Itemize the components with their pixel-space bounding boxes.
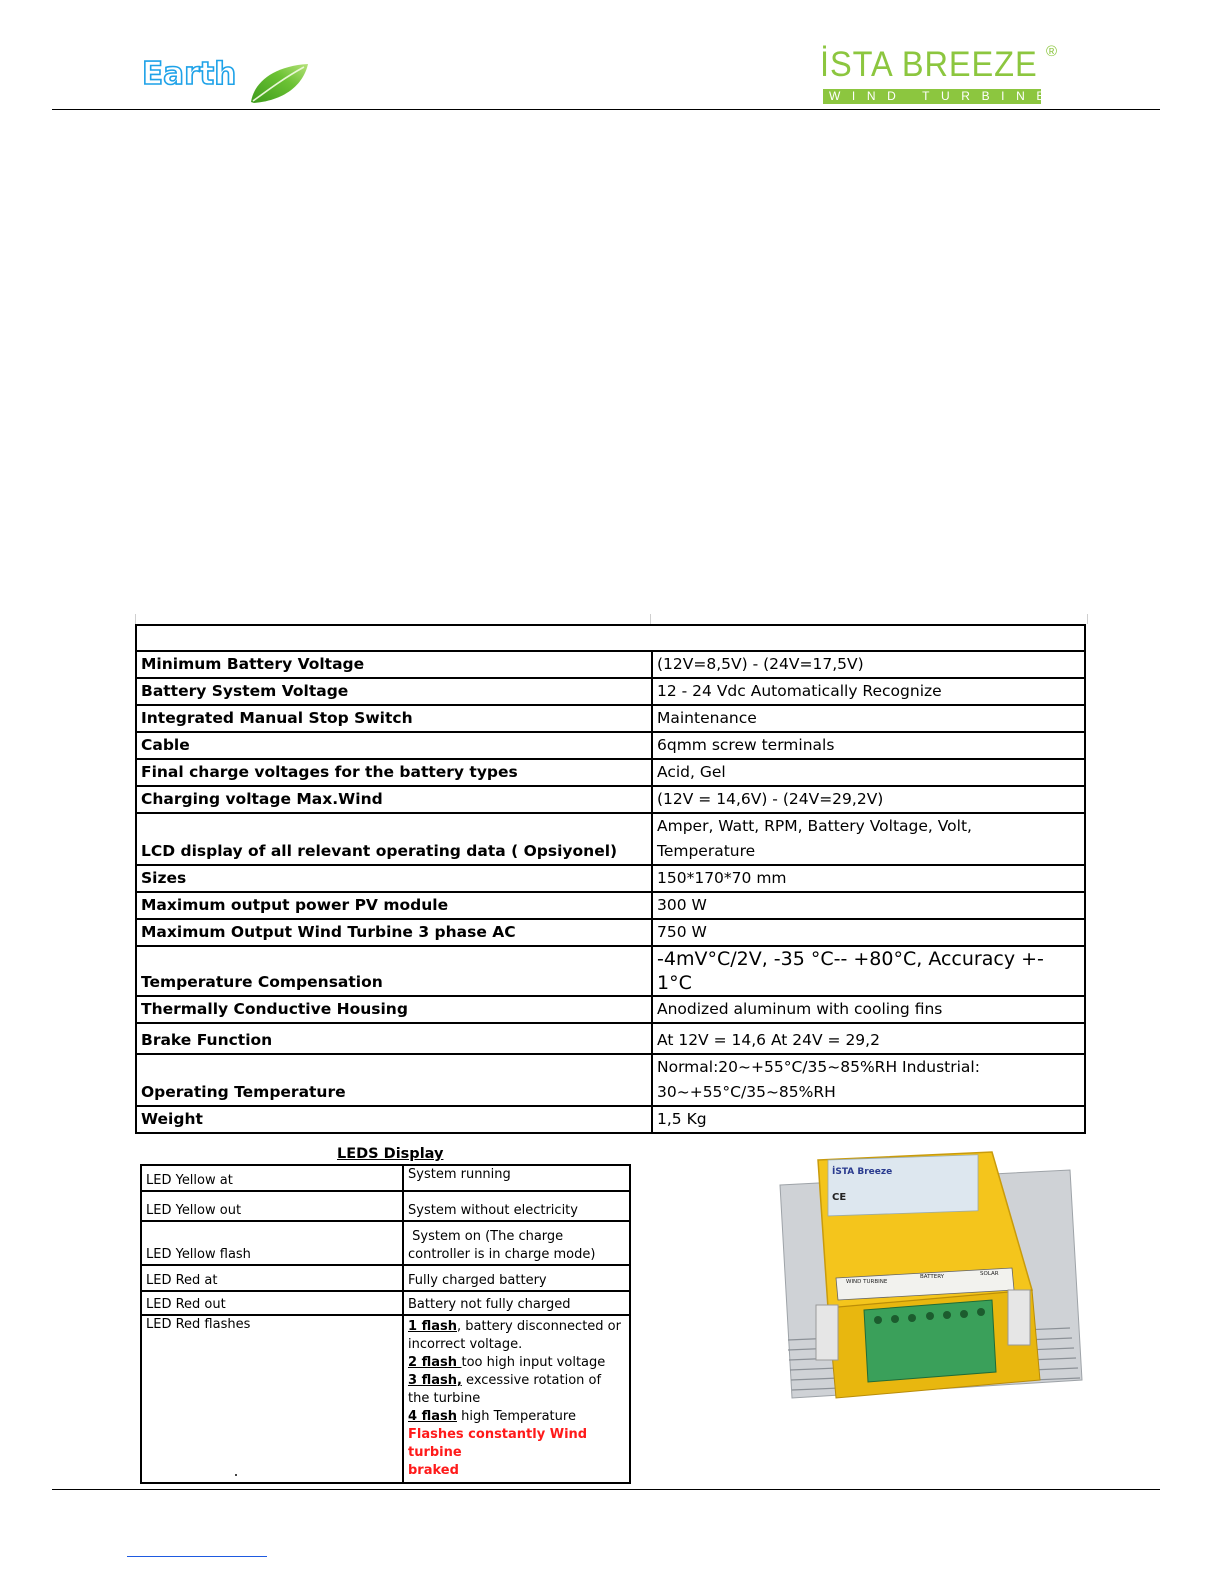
warning-text: braked [408, 1463, 459, 1478]
spec-value: Acid, Gel [652, 759, 1085, 786]
spec-value: (12V = 14,6V) - (24V=29,2V) [652, 786, 1085, 813]
table-row [141, 1165, 630, 1191]
spec-value: At 12V = 14,6 At 24V = 29,2 [652, 1023, 1085, 1054]
spec-label: Final charge voltages for the battery types [136, 759, 652, 786]
charge-controller-photo [770, 1140, 1090, 1415]
spec-label: Maximum output power PV module [136, 892, 652, 919]
spec-table-top-gridline [135, 614, 1088, 624]
table-row [141, 1265, 630, 1291]
spec-value-line: 30~+55°C/35~85%RH [657, 1083, 836, 1101]
spec-label: LCD display of all relevant operating data ( Opsiyonel) [136, 813, 652, 865]
table-row [136, 732, 1085, 759]
spec-value: 150*170*70 mm [652, 865, 1085, 892]
flash-line [408, 1354, 625, 1372]
spec-value-line: Amper, Watt, RPM, Battery Voltage, Volt, [657, 817, 972, 835]
spec-table [135, 624, 1086, 1134]
table-row [136, 1023, 1085, 1054]
terminal-label: WIND TURBINE [846, 1279, 888, 1285]
table-row [136, 786, 1085, 813]
ista-breeze-tagline: WIND TURBINES [823, 89, 1041, 104]
header-divider [52, 109, 1160, 110]
ista-breeze-logo [820, 43, 1076, 107]
table-row [141, 1221, 630, 1265]
terminal-label: BATTERY [920, 1274, 945, 1280]
ista-breeze-wordmark: İSTA BREEZE [820, 45, 1038, 84]
leaf-icon [248, 60, 310, 106]
spec-value: Maintenance [652, 705, 1085, 732]
spec-value: 750 W [652, 919, 1085, 946]
flash-text: excessive rotation of [461, 1373, 602, 1388]
led-value [403, 1221, 630, 1265]
leds-table [140, 1164, 631, 1484]
spec-value: 1,5 Kg [652, 1106, 1085, 1133]
spec-label: Operating Temperature [136, 1054, 652, 1106]
table-row [141, 1315, 630, 1483]
spec-value: (12V=8,5V) - (24V=17,5V) [652, 651, 1085, 678]
flash-line [408, 1372, 625, 1390]
table-row [141, 1291, 630, 1315]
table-row [136, 678, 1085, 705]
flash-key: 2 flash [408, 1355, 462, 1370]
earth-brand-logo: Earth [142, 56, 237, 92]
table-row [136, 759, 1085, 786]
spec-label: Weight [136, 1106, 652, 1133]
led-label: LED Red out [141, 1291, 403, 1315]
warning-text: Flashes constantly Wind turbine [408, 1427, 588, 1460]
spec-value: 300 W [652, 892, 1085, 919]
footer-divider [52, 1489, 1160, 1490]
flash-key: 3 flash, [408, 1373, 462, 1388]
led-value: Battery not fully charged [403, 1291, 630, 1315]
led-value: System without electricity [403, 1191, 630, 1221]
led-label: LED Yellow at [141, 1165, 403, 1191]
spec-value [652, 813, 1085, 865]
table-row [136, 813, 1085, 865]
flash-text: the turbine [408, 1391, 481, 1406]
table-row [136, 1106, 1085, 1133]
ce-mark: CE [832, 1192, 847, 1203]
registered-mark: ® [1046, 43, 1058, 60]
spec-label: Brake Function [136, 1023, 652, 1054]
led-label: LED Yellow flash [141, 1221, 403, 1265]
spec-label: Temperature Compensation [136, 946, 652, 996]
spec-label: Integrated Manual Stop Switch [136, 705, 652, 732]
table-row [136, 996, 1085, 1023]
footer-link-underline[interactable] [127, 1556, 267, 1557]
spec-label: Sizes [136, 865, 652, 892]
device-logo-text: İSTA Breeze [832, 1167, 893, 1177]
table-row [136, 865, 1085, 892]
spec-label: Charging voltage Max.Wind [136, 786, 652, 813]
spec-value: Anodized aluminum with cooling fins [652, 996, 1085, 1023]
table-row [136, 892, 1085, 919]
table-row [136, 705, 1085, 732]
spec-value: -4mV°C/2V, -35 °C-- +80°C, Accuracy +- 1°C [652, 946, 1085, 996]
table-row [141, 1191, 630, 1221]
led-value-line: System on (The charge [408, 1229, 564, 1244]
led-value-line: controller is in charge mode) [408, 1247, 596, 1262]
spec-value-line: Normal:20~+55°C/35~85%RH Industrial: [657, 1058, 980, 1076]
table-row [136, 1054, 1085, 1106]
led-label: LED Yellow out [141, 1191, 403, 1221]
spec-label: Maximum Output Wind Turbine 3 phase AC [136, 919, 652, 946]
flash-text: , battery disconnected or [456, 1319, 621, 1334]
led-value [403, 1315, 630, 1483]
spec-label: Minimum Battery Voltage [136, 651, 652, 678]
spec-value-line: Temperature [657, 842, 756, 860]
table-row [136, 651, 1085, 678]
table-row [136, 946, 1085, 996]
flash-text: incorrect voltage. [408, 1337, 523, 1352]
led-value: Fully charged battery [403, 1265, 630, 1291]
spec-label: Battery System Voltage [136, 678, 652, 705]
stray-mark [235, 1474, 237, 1476]
flash-line [408, 1408, 625, 1426]
spec-value [652, 1054, 1085, 1106]
led-value: System running [403, 1165, 630, 1191]
spec-table-header-row [136, 625, 1085, 651]
led-label: LED Red flashes [141, 1315, 403, 1483]
terminal-label: SOLAR [980, 1271, 999, 1277]
led-label: LED Red at [141, 1265, 403, 1291]
flash-key: 4 flash [408, 1409, 457, 1424]
spec-label: Cable [136, 732, 652, 759]
flash-text: high Temperature [456, 1409, 576, 1424]
flash-line [408, 1318, 625, 1336]
leds-display-title: LEDS Display [337, 1146, 444, 1162]
spec-value: 6qmm screw terminals [652, 732, 1085, 759]
spec-label: Thermally Conductive Housing [136, 996, 652, 1023]
flash-text: too high input voltage [461, 1355, 606, 1370]
table-row [136, 919, 1085, 946]
flash-key: 1 flash [408, 1319, 457, 1334]
spec-value: 12 - 24 Vdc Automatically Recognize [652, 678, 1085, 705]
